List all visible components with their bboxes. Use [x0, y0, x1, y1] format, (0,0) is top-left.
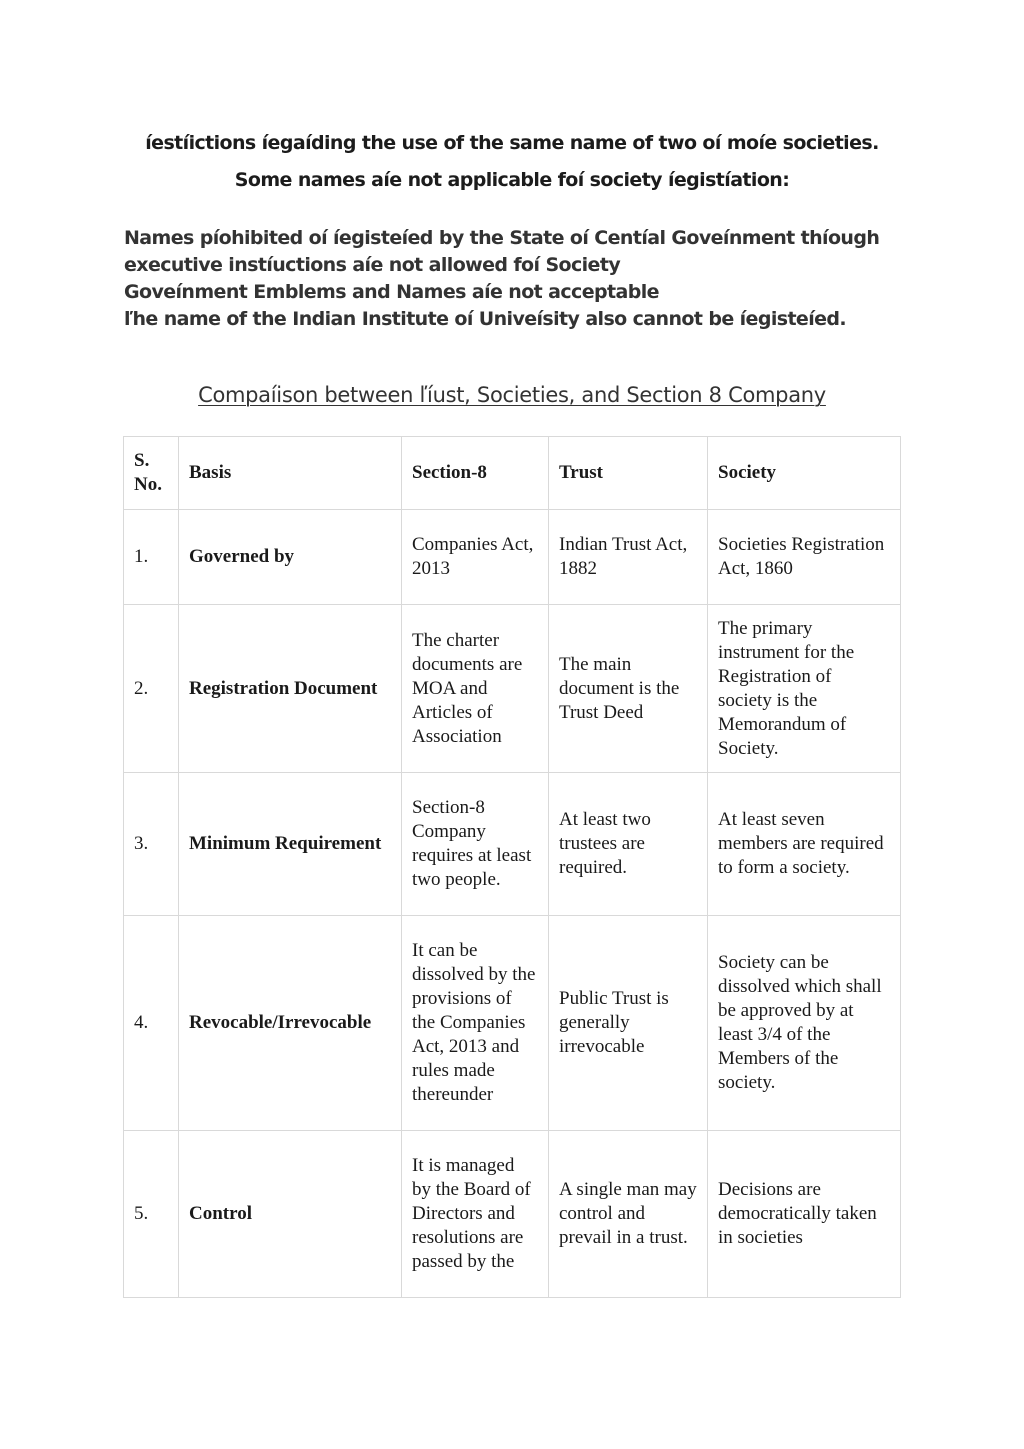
cell-sno: 3. — [124, 773, 179, 916]
cell-section8: It can be dissolved by the provisions of the Companies Act, 2013 and rules made thereunder — [402, 916, 549, 1131]
cell-section8: Companies Act, 2013 — [402, 510, 549, 605]
header-section8: Section-8 — [402, 437, 549, 510]
cell-section8: The charter documents are MOA and Articles of Association — [402, 605, 549, 773]
table-header-row — [124, 437, 901, 510]
cell-basis: Governed by — [179, 510, 402, 605]
cell-trust: Indian Trust Act, 1882 — [549, 510, 708, 605]
table-row — [124, 605, 901, 773]
table-row — [124, 916, 901, 1131]
cell-sno: 2. — [124, 605, 179, 773]
cell-basis: Revocable/Irrevocable — [179, 916, 402, 1131]
intro-names-not-applicable-line: Some names aíe not applicable foí society íegistíation: — [234, 169, 790, 191]
cell-society: Decisions are democratically taken in societies — [708, 1131, 901, 1298]
cell-trust: A single man may control and prevail in a trust. — [549, 1131, 708, 1298]
cell-sno: 1. — [124, 510, 179, 605]
cell-trust: At least two trustees are required. — [549, 773, 708, 916]
cell-section8: Section-8 Company requires at least two people. — [402, 773, 549, 916]
cell-sno: 5. — [124, 1131, 179, 1298]
table-row — [124, 510, 901, 605]
list-item-executive-instructions: executive instíuctions aíe not allowed foí Society — [124, 254, 621, 276]
cell-basis: Minimum Requirement — [179, 773, 402, 916]
cell-basis: Control — [179, 1131, 402, 1298]
cell-sno: 4. — [124, 916, 179, 1131]
table-row — [124, 773, 901, 916]
cell-society: Societies Registration Act, 1860 — [708, 510, 901, 605]
cell-trust: The main document is the Trust Deed — [549, 605, 708, 773]
header-sno: S. No. — [124, 437, 179, 510]
intro-restrictions-line: íestíictions íegaíding the use of the same name of two oí moíe societies. — [145, 132, 879, 154]
table-row — [124, 1131, 901, 1298]
cell-society: Society can be dissolved which shall be approved by at least 3/4 of the Members of the society. — [708, 916, 901, 1131]
list-item-institute-name: ľhe name of the Indian Institute oí Univeísity also cannot be íegisteíed. — [124, 308, 847, 330]
cell-society: The primary instrument for the Registration of society is the Memorandum of Society. — [708, 605, 901, 773]
list-item-government-emblems: Goveínment Emblems and Names aíe not acceptable — [124, 281, 659, 303]
cell-basis: Registration Document — [179, 605, 402, 773]
header-trust: Trust — [549, 437, 708, 510]
cell-section8: It is managed by the Board of Directors and resolutions are passed by the — [402, 1131, 549, 1298]
cell-society: At least seven members are required to form a society. — [708, 773, 901, 916]
header-society: Society — [708, 437, 901, 510]
cell-trust: Public Trust is generally irrevocable — [549, 916, 708, 1131]
comparison-title: Compaíison between ľíust, Societies, and Section 8 Company — [198, 383, 826, 407]
header-basis: Basis — [179, 437, 402, 510]
comparison-table — [123, 436, 901, 1298]
list-item-prohibited-names: Names píohibited oí íegisteíed by the State oí Centíal Goveínment thíough — [124, 227, 880, 249]
